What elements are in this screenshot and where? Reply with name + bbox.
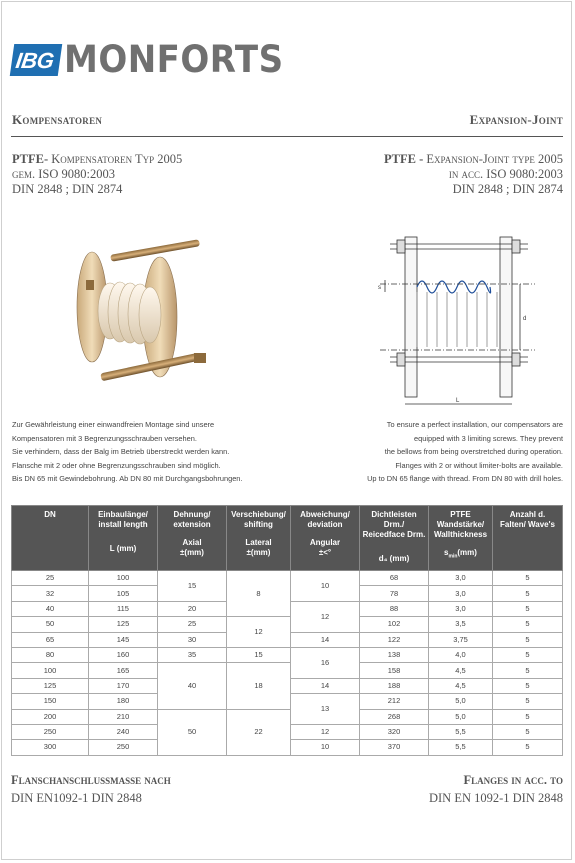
table-cell: 10: [291, 571, 360, 602]
desc-de-line: Flansche mit 2 oder ohne Begrenzungsschrauben sind möglich.: [12, 460, 221, 470]
table-cell: 15: [158, 571, 227, 602]
table-cell: 40: [12, 601, 89, 616]
table-cell: 50: [158, 709, 227, 755]
col-header-d4: Dichtleisten Drm./ Reicedface Drm. d₄ (mm): [360, 506, 429, 571]
table-cell: 3,5: [429, 617, 493, 632]
footer-left: [11, 773, 171, 806]
footer-left-sub: DIN EN1092-1 DIN 2848: [11, 791, 142, 805]
col-header-waves: Anzahl d. Falten/ Wave's: [493, 506, 563, 571]
table-cell: 5: [493, 724, 563, 739]
table-cell: 25: [158, 617, 227, 632]
table-cell: 200: [12, 709, 89, 724]
table-cell: 320: [360, 724, 429, 739]
table-cell: 212: [360, 694, 429, 709]
table-cell: 12: [291, 724, 360, 739]
description-en: [367, 418, 563, 486]
table-cell: 165: [89, 663, 158, 678]
table-row: [12, 663, 563, 678]
table-cell: 4,0: [429, 647, 493, 662]
col-header-length: Einbaulänge/ install length L (mm): [89, 506, 158, 571]
table-cell: 300: [12, 740, 89, 755]
table-cell: 180: [89, 694, 158, 709]
table-cell: 160: [89, 647, 158, 662]
table-cell: 5: [493, 678, 563, 693]
table-cell: 5: [493, 740, 563, 755]
description-de: [12, 418, 242, 486]
subtitle-left: [12, 152, 182, 197]
dimensions-table: [11, 505, 563, 756]
subtitle-left-line2: gem. ISO 9080:2003: [12, 167, 115, 181]
table-cell: 32: [12, 586, 89, 601]
table-row: [12, 571, 563, 586]
table-row: [12, 647, 563, 662]
section-title-right: Expansion-Joint: [469, 112, 563, 127]
table-cell: 102: [360, 617, 429, 632]
table-cell: 138: [360, 647, 429, 662]
table-cell: 100: [89, 571, 158, 586]
desc-de-line: Kompensatoren mit 3 Begrenzungsschrauben versehen.: [12, 433, 197, 443]
table-cell: 4,5: [429, 678, 493, 693]
table-cell: 5,0: [429, 709, 493, 724]
desc-en-line: Flanges with 2 or without limiter-bolts are available.: [395, 460, 563, 470]
table-cell: 25: [12, 571, 89, 586]
table-cell: 105: [89, 586, 158, 601]
table-cell: 18: [227, 663, 291, 709]
desc-de-line: Sie verhindern, dass der Balg im Betrieb überstreckt werden kann.: [12, 447, 230, 457]
subtitle-right: [384, 152, 563, 197]
table-cell: 3,75: [429, 632, 493, 647]
table-cell: 3,0: [429, 571, 493, 586]
table-cell: 100: [12, 663, 89, 678]
table-cell: 5: [493, 571, 563, 586]
col-header-axial: Dehnung/ extension Axial ±(mm): [158, 506, 227, 571]
table-cell: 10: [291, 740, 360, 755]
table-cell: 65: [12, 632, 89, 647]
table-cell: 12: [227, 617, 291, 648]
desc-de-line: Bis DN 65 mit Gewindebohrung. Ab DN 80 mit Durchgangsbohrungen.: [12, 474, 243, 484]
table-cell: 5: [493, 694, 563, 709]
table-cell: 20: [158, 601, 227, 616]
desc-en-line: Up to DN 65 flange with thread. From DN 80 with drill holes.: [367, 474, 563, 484]
table-row: [12, 709, 563, 724]
col-header-lateral: Verschiebung/ shifting Lateral ±(mm): [227, 506, 291, 571]
section-title-left: Kompensatoren: [12, 112, 103, 127]
table-cell: 5: [493, 617, 563, 632]
col-header-dn: DN: [12, 506, 89, 571]
footer-left-title: Flanschanschlussmaße nach: [11, 773, 171, 787]
table-cell: 12: [291, 601, 360, 632]
desc-en-line: To ensure a perfect installation, our compensators are: [386, 420, 563, 429]
col-header-wall: PTFE Wandstärke/ Wallthickness $s_{min}(mm)$: [429, 506, 493, 571]
product-photo: [70, 225, 220, 405]
subtitle-left-line3: DIN 2848 ; DIN 2874: [12, 182, 123, 196]
table-cell: 370: [360, 740, 429, 755]
table-cell: 250: [89, 740, 158, 755]
table-cell: 4,5: [429, 663, 493, 678]
subtitle-left-bold: PTFE-: [12, 152, 49, 166]
table-cell: 122: [360, 632, 429, 647]
table-cell: 5: [493, 647, 563, 662]
table-cell: 15: [227, 647, 291, 662]
table-cell: 3,0: [429, 601, 493, 616]
footer-right: [429, 773, 563, 806]
table-cell: 125: [89, 617, 158, 632]
footer-right-title: Flanges in acc. to: [463, 773, 563, 787]
table-cell: 14: [291, 632, 360, 647]
header-rule: [11, 136, 563, 137]
table-cell: 125: [12, 678, 89, 693]
subtitle-right-line1: Expansion-Joint type 2005: [423, 152, 563, 166]
table-cell: 8: [227, 571, 291, 617]
table-cell: 5: [493, 601, 563, 616]
table-cell: 78: [360, 586, 429, 601]
table-cell: 22: [227, 709, 291, 755]
table-cell: 170: [89, 678, 158, 693]
logo-name: MONFORTS: [63, 38, 284, 81]
footer-right-sub: DIN EN 1092-1 DIN 2848: [428, 791, 563, 805]
table-cell: 16: [291, 647, 360, 678]
table-cell: 5: [493, 632, 563, 647]
table-cell: 13: [291, 694, 360, 725]
table-cell: 210: [89, 709, 158, 724]
desc-en-line: the bellows from being overstretched during operation.: [384, 447, 563, 457]
desc-en-line: equipped with 3 limiting screws. They prevent: [414, 433, 563, 443]
subtitle-right-line2: in acc. ISO 9080:2003: [448, 167, 563, 181]
table-cell: 68: [360, 571, 429, 586]
table-cell: 35: [158, 647, 227, 662]
table-cell: 40: [158, 663, 227, 709]
subtitle-right-line3: DIN 2848 ; DIN 2874: [452, 182, 563, 196]
table-cell: 115: [89, 601, 158, 616]
table-cell: 5,0: [429, 694, 493, 709]
table-cell: 5: [493, 586, 563, 601]
drawing-label-l: L: [456, 398, 460, 404]
table-cell: 5: [493, 709, 563, 724]
table-cell: 3,0: [429, 586, 493, 601]
company-logo: [12, 40, 302, 80]
table-row: [12, 617, 563, 632]
drawing-label-d: d: [523, 316, 527, 322]
table-cell: 30: [158, 632, 227, 647]
table-cell: 250: [12, 724, 89, 739]
table-cell: 5,5: [429, 724, 493, 739]
logo-badge: IBG: [10, 44, 62, 76]
subtitle-left-line1: Kompensatoren Typ 2005: [48, 152, 183, 166]
table-cell: 240: [89, 724, 158, 739]
table-cell: 188: [360, 678, 429, 693]
table-cell: 88: [360, 601, 429, 616]
table-cell: 50: [12, 617, 89, 632]
col-header-angular: Abweichung/ deviation Angular ±<°: [291, 506, 360, 571]
table-cell: 80: [12, 647, 89, 662]
table-cell: 14: [291, 678, 360, 693]
technical-drawing: [370, 222, 545, 412]
table-cell: 158: [360, 663, 429, 678]
table-cell: 145: [89, 632, 158, 647]
table-cell: 5,5: [429, 740, 493, 755]
subtitle-right-bold: PTFE -: [384, 152, 424, 166]
table-cell: 268: [360, 709, 429, 724]
table-cell: 5: [493, 663, 563, 678]
desc-de-line: Zur Gewährleistung einer einwandfreien Montage sind unsere: [12, 420, 215, 429]
drawing-label-s: s: [378, 285, 381, 291]
table-cell: 150: [12, 694, 89, 709]
